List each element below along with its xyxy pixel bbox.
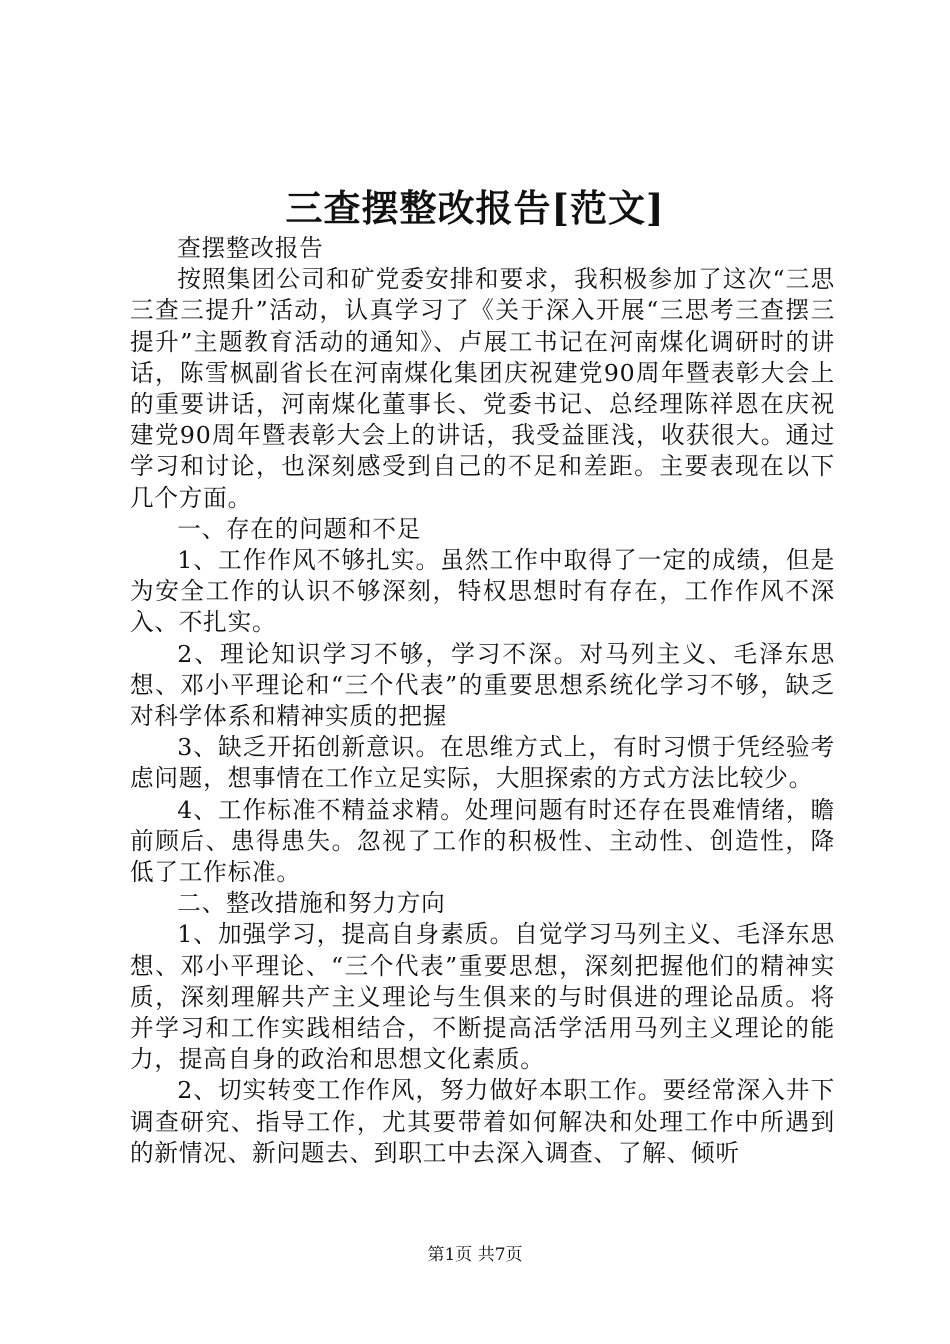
body-paragraph: 查摆整改报告	[177, 234, 324, 262]
body-paragraph: 2、切实转变工作作风，努力做好本职工作。要经常深入井下调查研究、指导工作，尤其要带着如何解决和处理工作中所遇到的新情况、新问题去、到职工中去深入调查、了解、倾听	[130, 1076, 835, 1167]
section-heading: 二、整改措施和努力方向	[177, 889, 446, 918]
body-paragraph: 1、工作作风不够扎实。虽然工作中取得了一定的成绩，但是为安全工作的认识不够深刻，特权思想时有存在，工作作风不深入、不扎实。	[130, 546, 835, 637]
body-paragraph: 4、工作标准不精益求精。处理问题有时还存在畏难情绪，瞻前顾后、患得患失。忽视了工作的积极性、主动性、创造性，降低了工作标准。	[130, 795, 835, 887]
document-title: 三查摆整改报告[范文]	[285, 186, 665, 230]
body-paragraph: 按照集团公司和矿党委安排和要求，我积极参加了这次“三思三查三提升”活动，认真学习了《关于深入开展“三思考三查摆三提升”主题教育活动的通知》、卢展工书记在河南煤化调研时的讲话，陈雪枫副省长在河南煤化集团庆祝建党90周年暨表彰大会上的重要讲话，河南煤化董事长、党委书记、总经理陈祥恩在庆祝建党90周年暨表彰大会上的讲话，我受益匪浅，收获很大。通过学习和讨论，也深刻感受到自己的不足和差距。主要表现在以下几个方面。	[130, 265, 835, 512]
body-paragraph: 2、理论知识学习不够，学习不深。对马列主义、毛泽东思想、邓小平理论和“三个代表”的重要思想系统化学习不够，缺乏对科学体系和精神实质的把握	[130, 639, 835, 731]
body-paragraph: 3、缺乏开拓创新意识。在思维方式上，有时习惯于凭经验考虑问题，想事情在工作立足实际，大胆探索的方式方法比较少。	[130, 733, 835, 793]
document-body	[130, 233, 835, 1169]
body-paragraph: 1、加强学习，提高自身素质。自觉学习马列主义、毛泽东思想、邓小平理论、“三个代表”重要思想，深刻把握他们的精神实质，深刻理解共产主义理论与生俱来的与时俱进的理论品质。将并学习和工作实践相结合，不断提高活学活用马列主义理论的能力，提高自身的政治和思想文化素质。	[130, 920, 835, 1074]
section-heading: 一、存在的问题和不足	[177, 514, 422, 543]
page-footer: 第1页 共7页	[427, 1245, 523, 1265]
